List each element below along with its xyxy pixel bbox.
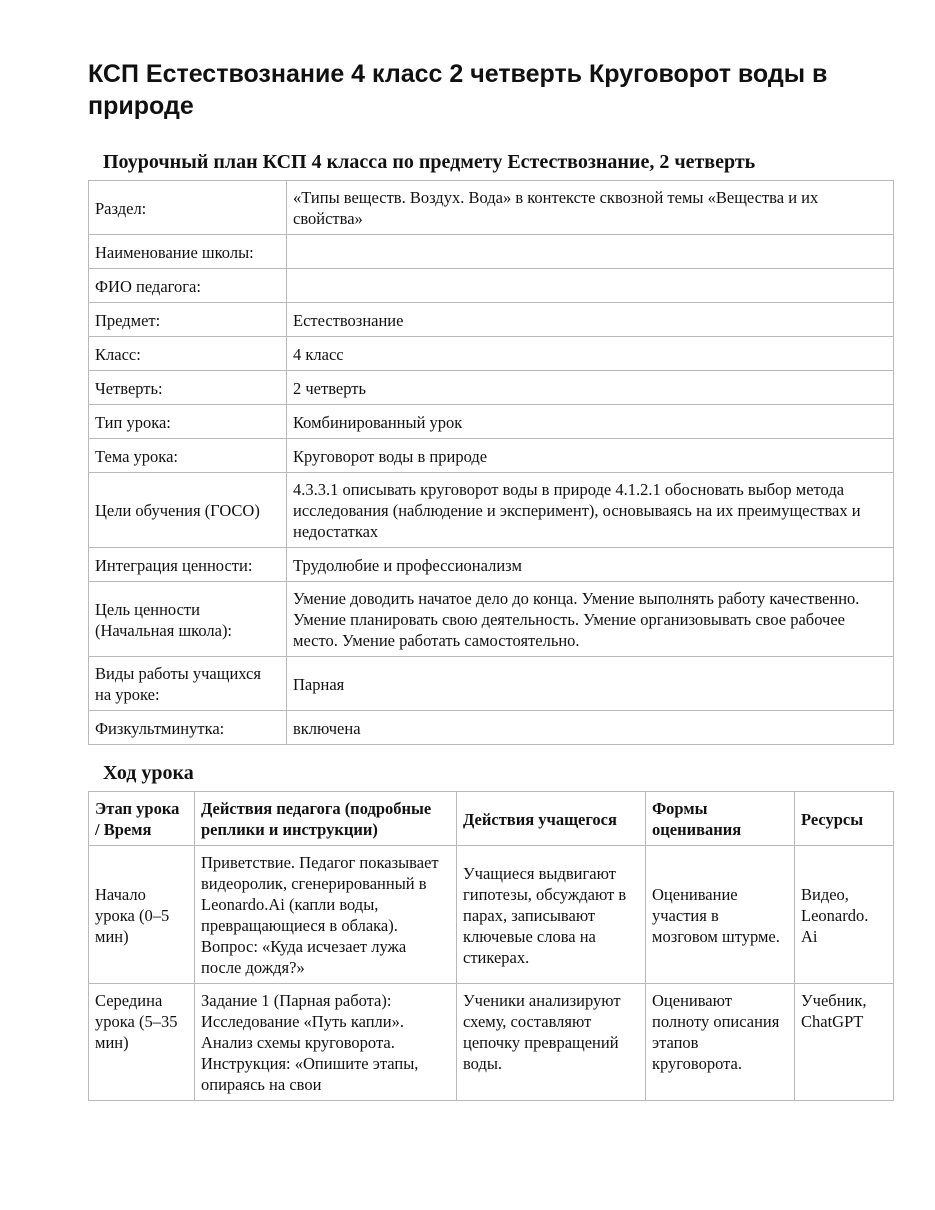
course-heading: Ход урока [103,762,194,784]
info-label: Наименование школы: [89,235,287,269]
info-row-subject [89,303,894,337]
header-resources: Ресурсы [795,792,894,846]
cell-resources: Учебник, ChatGPT [795,984,894,1101]
info-label: Тема урока: [89,439,287,473]
document-page [88,58,893,1101]
cell-teacher-actions: Задание 1 (Парная работа): Исследование «Путь капли». Анализ схемы круговорота. Инструкция: «Опишите этапы, опираясь на свои [195,984,457,1101]
info-label: Тип урока: [89,405,287,439]
info-row-school [89,235,894,269]
info-value: Комбинированный урок [287,405,894,439]
info-label: Раздел: [89,181,287,235]
header-stage: Этап урока / Время [89,792,195,846]
info-row-section [89,181,894,235]
info-label: ФИО педагога: [89,269,287,303]
info-label: Цели обучения (ГОСО) [89,473,287,548]
cell-stage: Середина урока (5–35 мин) [89,984,195,1101]
cell-teacher-actions: Приветствие. Педагог показывает видеоролик, сгенерированный в Leonardo.Ai (капли воды, превращающиеся в облака). Вопрос: «Куда исчезает лужа после дождя?» [195,846,457,984]
info-row-lesson-type [89,405,894,439]
info-value: Естествознание [287,303,894,337]
info-value [287,235,894,269]
info-row-value-goal [89,582,894,657]
cell-resources: Видео, Leonardo. Ai [795,846,894,984]
cell-stage: Начало урока (0–5 мин) [89,846,195,984]
info-label: Предмет: [89,303,287,337]
info-value [287,269,894,303]
info-label: Виды работы учащихся на уроке: [89,657,287,711]
course-row-start [89,846,894,984]
info-value: Парная [287,657,894,711]
info-value: Трудолюбие и профессионализм [287,548,894,582]
info-value: Круговорот воды в природе [287,439,894,473]
info-row-quarter [89,371,894,405]
info-row-teacher [89,269,894,303]
lesson-info-table [88,180,894,745]
plan-heading: Поурочный план КСП 4 класса по предмету Естествознание, 2 четверть [103,151,756,173]
header-student-actions: Действия учащегося [457,792,646,846]
info-label: Цель ценности (Начальная школа): [89,582,287,657]
header-teacher-actions: Действия педагога (подробные реплики и инструкции) [195,792,457,846]
info-row-learning-goals [89,473,894,548]
course-header-row [89,792,894,846]
cell-student-actions: Ученики анализируют схему, составляют цепочку превращений воды. [457,984,646,1101]
info-value: включена [287,711,894,745]
course-row-middle [89,984,894,1101]
cell-student-actions: Учащиеся выдвигают гипотезы, обсуждают в парах, записывают ключевые слова на стикерах. [457,846,646,984]
info-row-grade [89,337,894,371]
info-value: 2 четверть [287,371,894,405]
lesson-course-table [88,791,894,1101]
info-label: Интеграция ценности: [89,548,287,582]
info-row-value-integration [89,548,894,582]
header-assessment: Формы оценивания [646,792,795,846]
info-row-work-types [89,657,894,711]
info-label: Физкультминутка: [89,711,287,745]
info-value: 4.3.3.1 описывать круговорот воды в природе 4.1.2.1 обосновать выбор метода исследования (наблюдение и эксперимент), основываясь на их преимуществах и недостатках [287,473,894,548]
info-value: 4 класс [287,337,894,371]
cell-assessment: Оценивание участия в мозговом штурме. [646,846,795,984]
info-label: Четверть: [89,371,287,405]
info-row-physical-break [89,711,894,745]
cell-assessment: Оценивают полноту описания этапов круговорота. [646,984,795,1101]
info-row-topic [89,439,894,473]
document-title: КСП Естествознание 4 класс 2 четверть Круговорот воды в природе [88,60,828,120]
info-label: Класс: [89,337,287,371]
info-value: Умение доводить начатое дело до конца. Умение выполнять работу качественно. Умение планировать свою деятельность. Умение организовывать свое рабочее место. Умение работать самостоятельно. [287,582,894,657]
info-value: «Типы веществ. Воздух. Вода» в контексте сквозной темы «Вещества и их свойства» [287,181,894,235]
